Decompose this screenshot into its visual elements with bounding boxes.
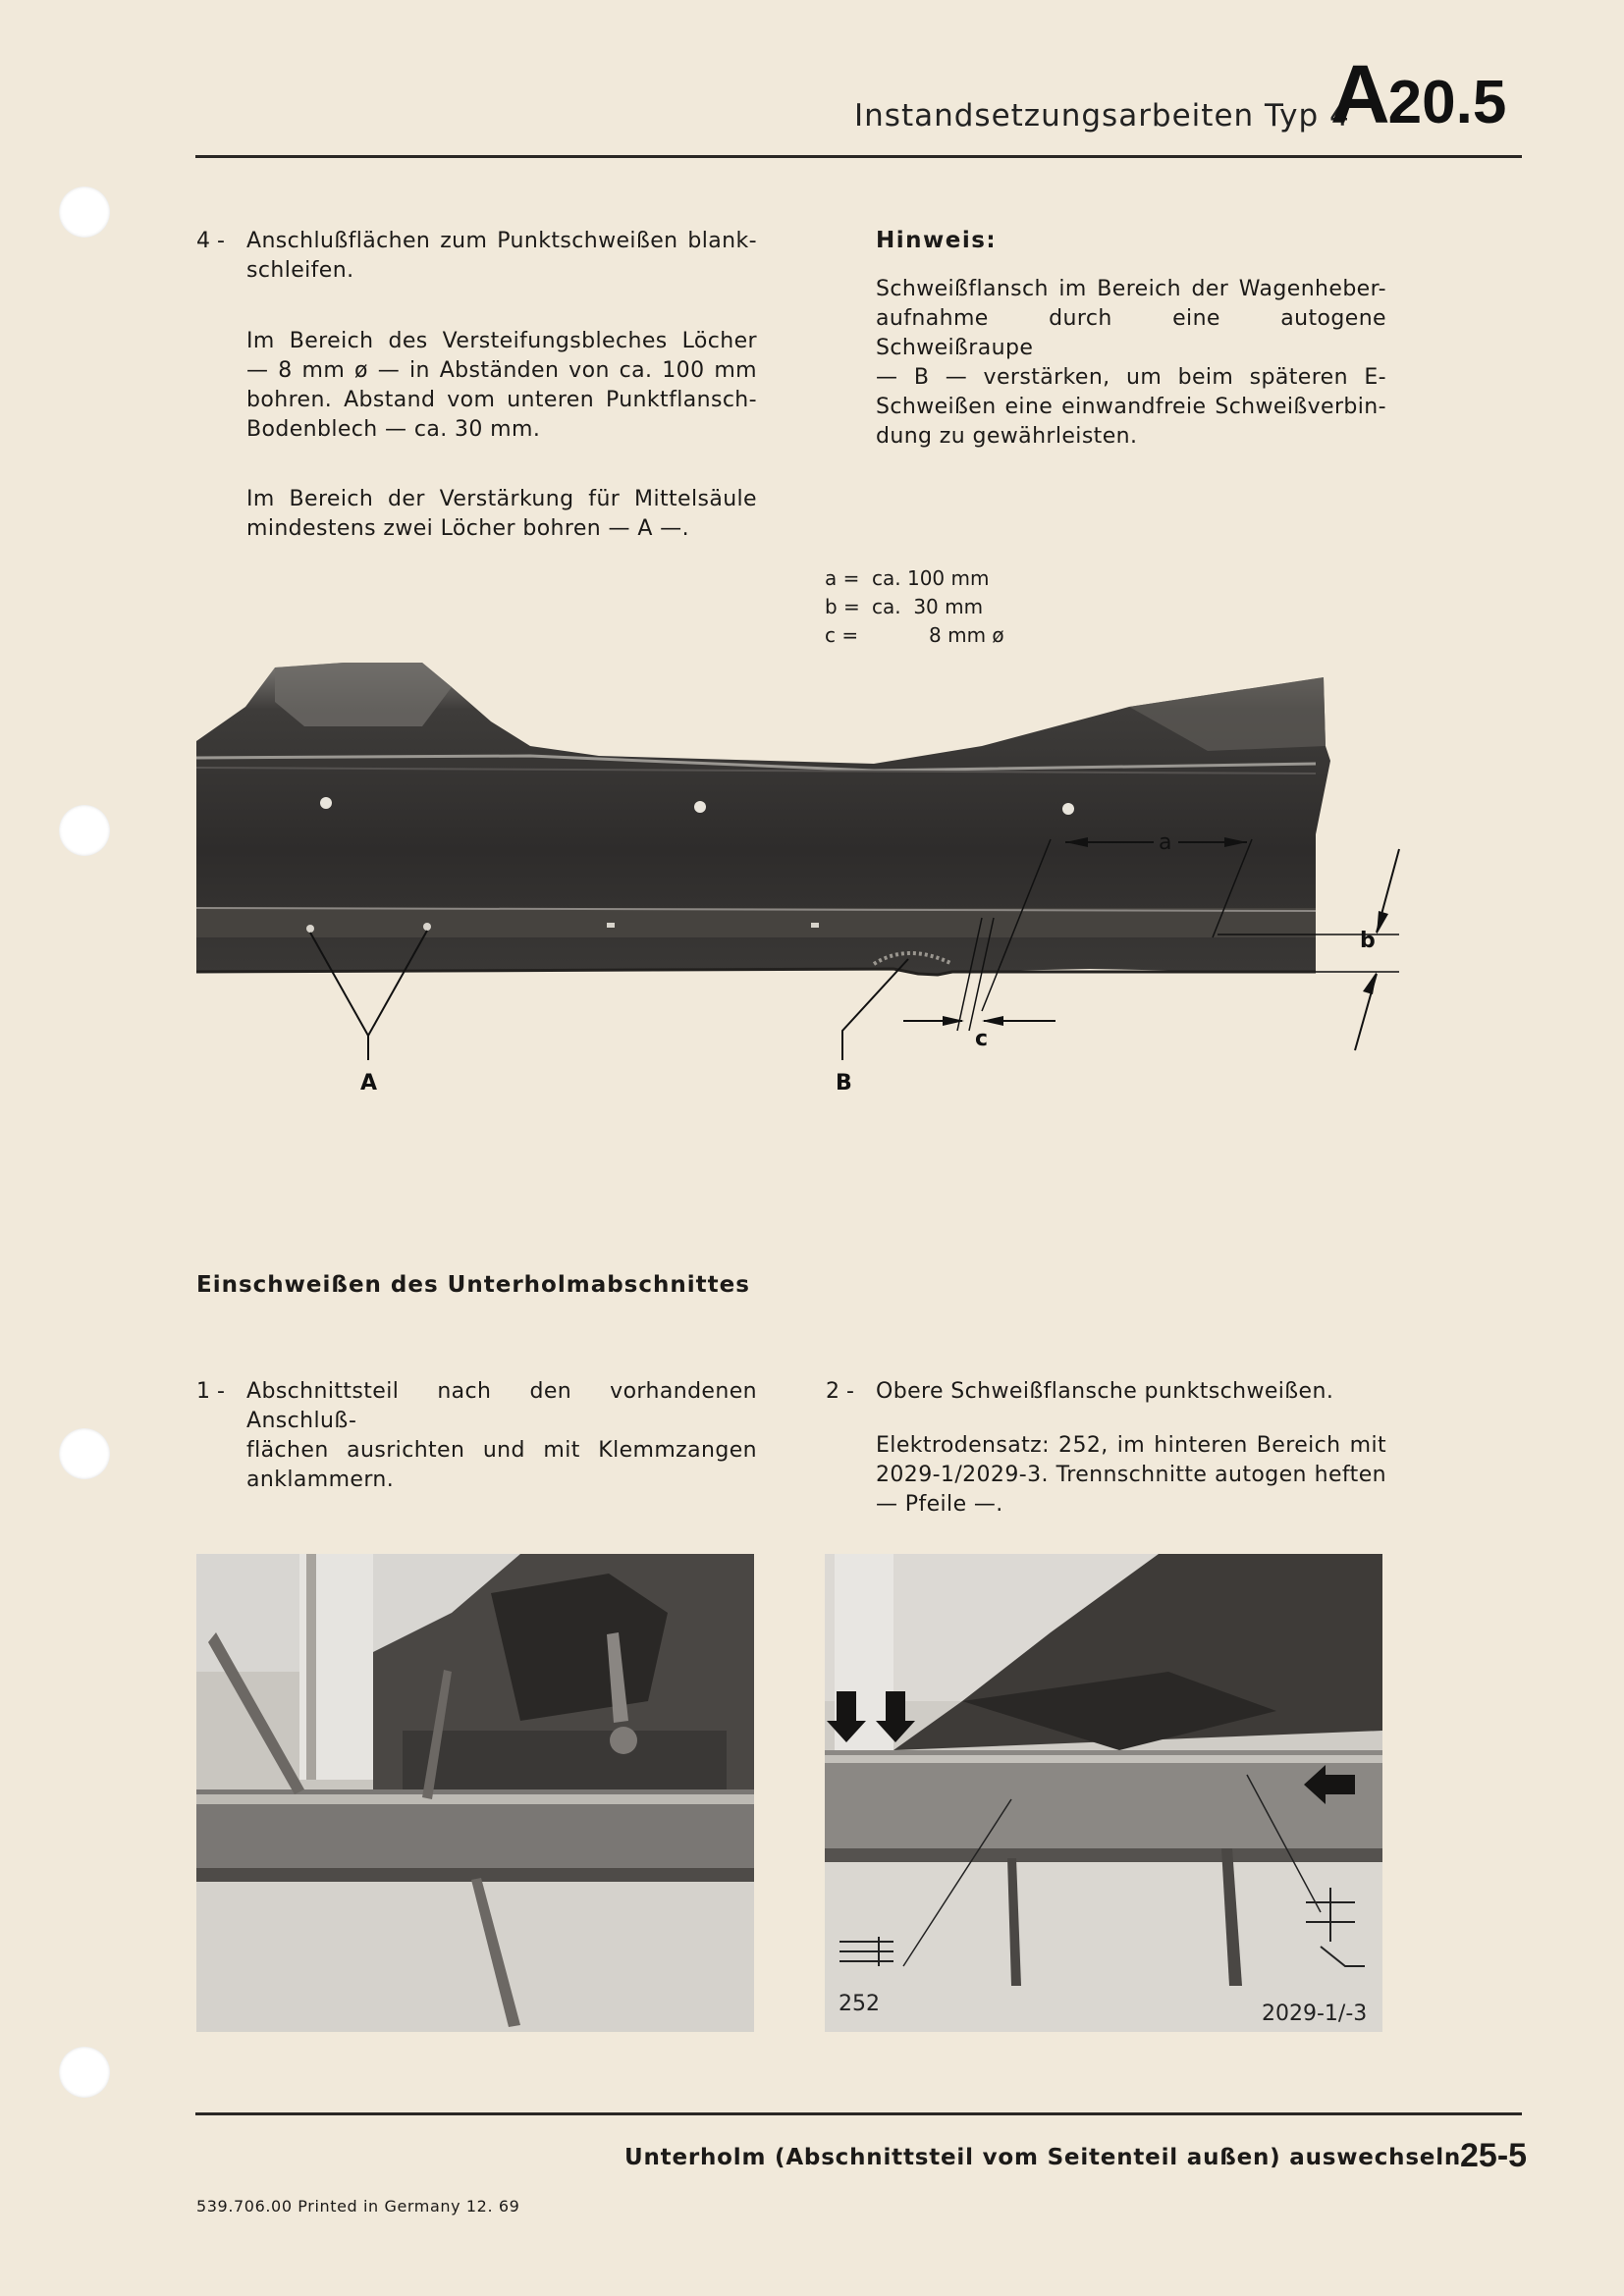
step4-text (246, 227, 757, 286)
note-text (876, 275, 1386, 452)
punch-hole (59, 187, 110, 238)
label-a: a (1159, 830, 1172, 855)
legend-value: 8 mm ø (929, 623, 1004, 647)
footer-rule (195, 2112, 1522, 2115)
header-rule (195, 155, 1522, 158)
text-line: — B — verstärken, um beim späteren E- (876, 365, 1386, 390)
step-number: 1 - (196, 1379, 225, 1404)
legend-row-b (825, 593, 1021, 621)
label-B: B (836, 1071, 852, 1095)
label-A: A (360, 1071, 378, 1095)
legend-key: c = (825, 623, 859, 647)
punch-hole (59, 2047, 110, 2098)
label-b: b (1360, 929, 1376, 953)
text-line: bohren. Abstand vom unteren Punktflansch- (246, 388, 757, 412)
step2-line1: Obere Schweißflansche punktschweißen. (876, 1379, 1334, 1404)
text-line: dung zu gewährleisten. (876, 424, 1138, 449)
text-line: flächen ausrichten und mit Klemmzangen (246, 1438, 757, 1463)
section-code-number: 20.5 (1387, 69, 1507, 136)
text-line: — Pfeile —. (876, 1492, 1003, 1517)
step-number: 4 - (196, 229, 225, 253)
legend-value: ca. 30 mm (872, 595, 984, 618)
text-line: Im Bereich des Versteifungsbleches Löcher (246, 329, 757, 353)
text-line: Bodenblech — ca. 30 mm. (246, 417, 541, 442)
step-number: 2 - (826, 1379, 854, 1404)
text-line: — 8 mm ø — in Abständen von ca. 100 mm (246, 358, 757, 383)
legend-key: a = (825, 566, 860, 590)
print-info: 539.706.00 Printed in Germany 12. 69 (196, 2197, 520, 2216)
electrode-label-2029: 2029-1/-3 (1262, 2002, 1368, 2026)
dimension-legend (825, 564, 1021, 650)
page-number: 25-5 (1460, 2137, 1528, 2174)
section-code (1330, 47, 1506, 142)
section-title: Einschweißen des Unterholmabschnittes (196, 1272, 750, 1298)
header-title: Instandsetzungsarbeiten Typ 4 (854, 98, 1350, 133)
text-line: Schweißflansch im Bereich der Wagenheber- (876, 277, 1386, 301)
step2-text (876, 1431, 1386, 1520)
text-line: schleifen. (246, 258, 354, 283)
legend-row-a (825, 564, 1021, 593)
label-c: c (975, 1027, 989, 1051)
legend-value: ca. 100 mm (872, 566, 990, 590)
text-line: mindestens zwei Löcher bohren — A —. (246, 516, 689, 541)
text-line: Schweißen eine einwandfreie Schweißverbin- (876, 395, 1386, 419)
text-line: aufnahme durch eine autogene Schweißraupe (876, 306, 1386, 360)
text-line: Abschnittsteil nach den vorhandenen Anschluß- (246, 1379, 757, 1433)
step1-text (246, 1377, 757, 1495)
legend-row-c (825, 621, 1021, 650)
legend-key: b = (825, 595, 860, 618)
footer-title: Unterholm (Abschnittsteil vom Seitenteil außen) auswechseln (624, 2145, 1462, 2170)
step4-paragraph-2 (246, 327, 757, 445)
punch-hole (59, 805, 110, 856)
sill-panel-diagram (187, 648, 1404, 1109)
section-code-letter: A (1330, 48, 1388, 140)
text-line: 2029-1/2029-3. Trennschnitte autogen heften (876, 1463, 1386, 1487)
note-title: Hinweis: (876, 228, 998, 253)
step4-paragraph-3 (246, 485, 757, 544)
text-line: anklammern. (246, 1468, 395, 1492)
photo-clamped-sill (196, 1554, 754, 2032)
electrode-label-252: 252 (839, 1992, 880, 2016)
text-line: Im Bereich der Verstärkung für Mittelsäule (246, 487, 757, 511)
text-line: Anschlußflächen zum Punktschweißen blank- (246, 229, 757, 253)
punch-hole (59, 1428, 110, 1479)
text-line: Elektrodensatz: 252, im hinteren Bereich mit (876, 1433, 1386, 1458)
photo-spot-welding (825, 1554, 1382, 2032)
